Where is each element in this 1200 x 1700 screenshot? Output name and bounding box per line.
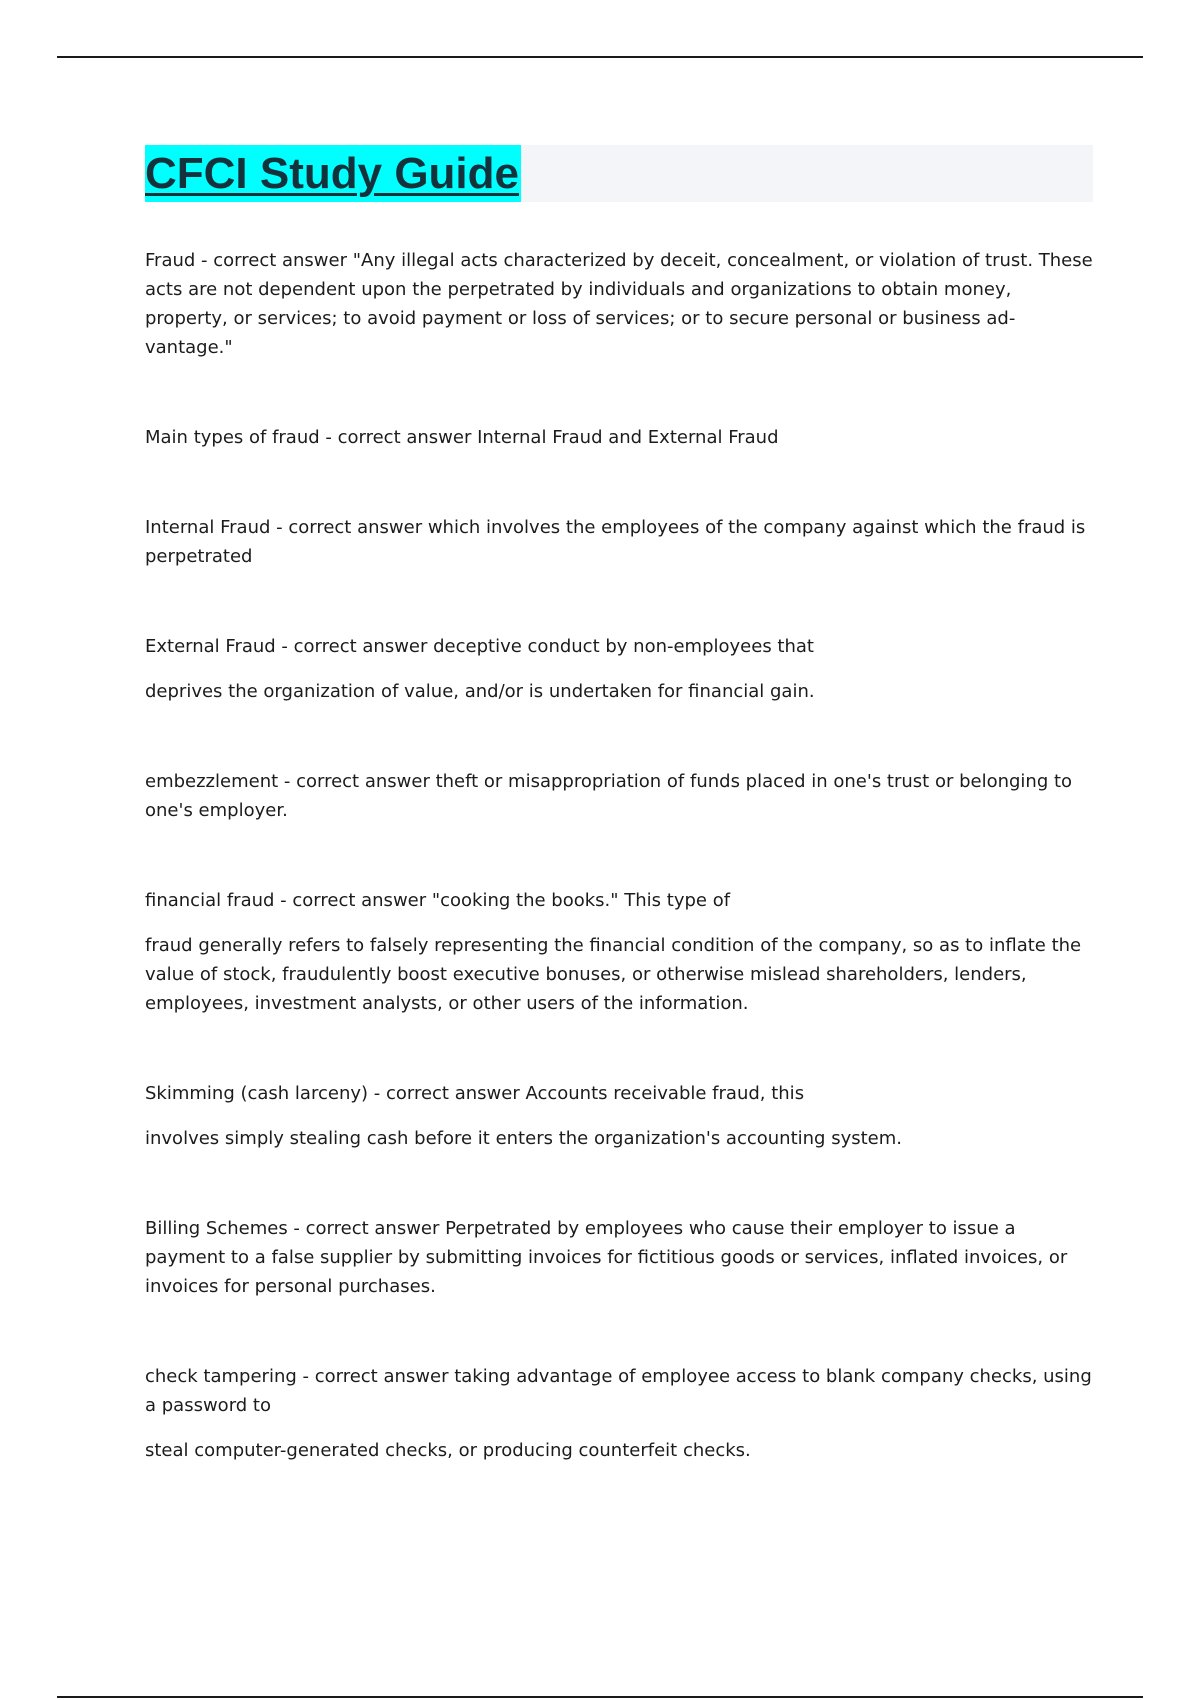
entry-billing-schemes xyxy=(145,1214,1093,1301)
entry-text: check tampering - correct answer taking advantage of employee access to blank company checks, using a password to xyxy=(145,1366,1092,1416)
bottom-page-rule xyxy=(57,1696,1143,1698)
entry-embezzlement xyxy=(145,767,1093,825)
entry-text-continued: fraud generally refers to falsely representing the financial condition of the company, so as to inflate the value of stock, fraudulently boost executive bonuses, or otherwise mislead shareholders, lenders, employees, investment analysts, or other users of the information. xyxy=(145,935,1082,1014)
document-title: CFCI Study Guide xyxy=(145,145,521,202)
entry-internal-fraud xyxy=(145,513,1093,571)
title-band xyxy=(145,145,1093,202)
entry-text: External Fraud - correct answer deceptive conduct by non-employees that xyxy=(145,636,814,657)
document-body xyxy=(145,145,1093,1465)
entry-text-continued: deprives the organization of value, and/or is undertaken for financial gain. xyxy=(145,681,815,702)
entry-text: financial fraud - correct answer "cooking the books." This type of xyxy=(145,890,731,911)
entry-skimming xyxy=(145,1079,1093,1153)
entry-text: Fraud - correct answer "Any illegal acts characterized by deceit, concealment, or violation of trust. These acts are not dependent upon the perpetrated by individuals and organizations to obtain money, property, or services; to avoid payment or loss of services; or to secure personal or business ad-vantage." xyxy=(145,250,1093,358)
entry-text-continued: steal computer-generated checks, or producing counterfeit checks. xyxy=(145,1440,751,1461)
entry-text-continued: involves simply stealing cash before it enters the organization's accounting system. xyxy=(145,1128,902,1149)
top-page-rule xyxy=(57,56,1143,58)
entry-text: Skimming (cash larceny) - correct answer Accounts receivable fraud, this xyxy=(145,1083,805,1104)
entry-text: Main types of fraud - correct answer Internal Fraud and External Fraud xyxy=(145,427,779,448)
entry-external-fraud xyxy=(145,632,1093,706)
entry-fraud xyxy=(145,246,1093,362)
entry-text: embezzlement - correct answer theft or misappropriation of funds placed in one's trust or belonging to one's employer. xyxy=(145,771,1073,821)
entry-main-types-of-fraud xyxy=(145,423,1093,452)
entry-text: Internal Fraud - correct answer which involves the employees of the company against which the fraud is perpetrated xyxy=(145,517,1086,567)
entry-check-tampering xyxy=(145,1362,1093,1465)
entry-financial-fraud xyxy=(145,886,1093,1018)
entry-text: Billing Schemes - correct answer Perpetrated by employees who cause their employer to issue a payment to a false supplier by submitting invoices for fictitious goods or services, inflated invoices, or invoices for personal purchases. xyxy=(145,1218,1068,1297)
